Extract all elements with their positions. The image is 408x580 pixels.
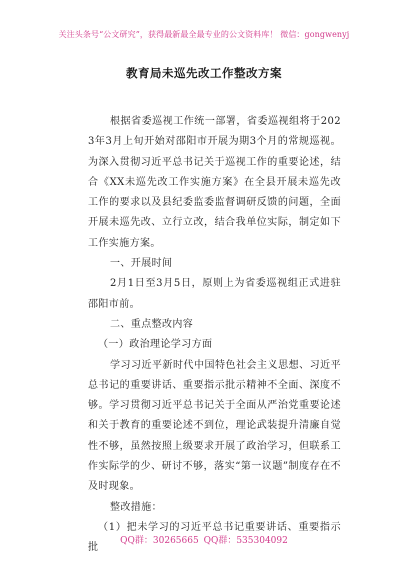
time-paragraph: 2月1日至3月5日，原则上为省委巡视组正式进驻邵阳市前。 bbox=[88, 278, 341, 310]
subsection-heading-theory: （一）政治理论学习方面 bbox=[98, 339, 213, 351]
document-body bbox=[88, 112, 341, 559]
intro-paragraph: 根据省委巡视工作统一部署，省委巡视组将于2023年3月上旬开始对邵阳市开展为期3个月的常规巡视。为深入贯彻习近平总书记关于巡视工作的重要论述，结合《XX未巡先改工作实施方案》在全县开展未巡先改工作的要求以及县纪委监委监督调研反馈的问题，全面开展未巡先改、立行立改，结合我单位实际，制定如下工作实施方案。 bbox=[88, 116, 341, 249]
section-heading-time: 一、开展时间 bbox=[110, 258, 173, 270]
bottom-banner: QQ群：30265665 QQ群：535304092 bbox=[120, 536, 288, 546]
measure-item-1: （1）把未学习的习近平总书记重要讲话、重要指示批 bbox=[88, 521, 341, 554]
document-title: 教育局未巡先改工作整改方案 bbox=[126, 66, 282, 80]
measures-label: 整改措施： bbox=[110, 501, 162, 513]
section-heading-content: 二、重点整改内容 bbox=[110, 318, 194, 330]
theory-problem-paragraph: 学习习近平新时代中国特色社会主义思想、习近平总书记的重要讲话、重要指示批示精神不全面、深度不够。学习贯彻习近平总书记关于全面从严治党重要论述和关于教育的重要论述不到位，理论武装提升清廉自觉性不够，虽然按照上级要求开展了政治学习，但联系工作实际学的少、研讨不够，落实“第一议题”制度存在不及时现象。 bbox=[88, 359, 341, 493]
top-banner: 关注头条号“公文研究”，获得最新最全最专业的公文资料库！ 微信：gongwenyj bbox=[58, 30, 350, 39]
